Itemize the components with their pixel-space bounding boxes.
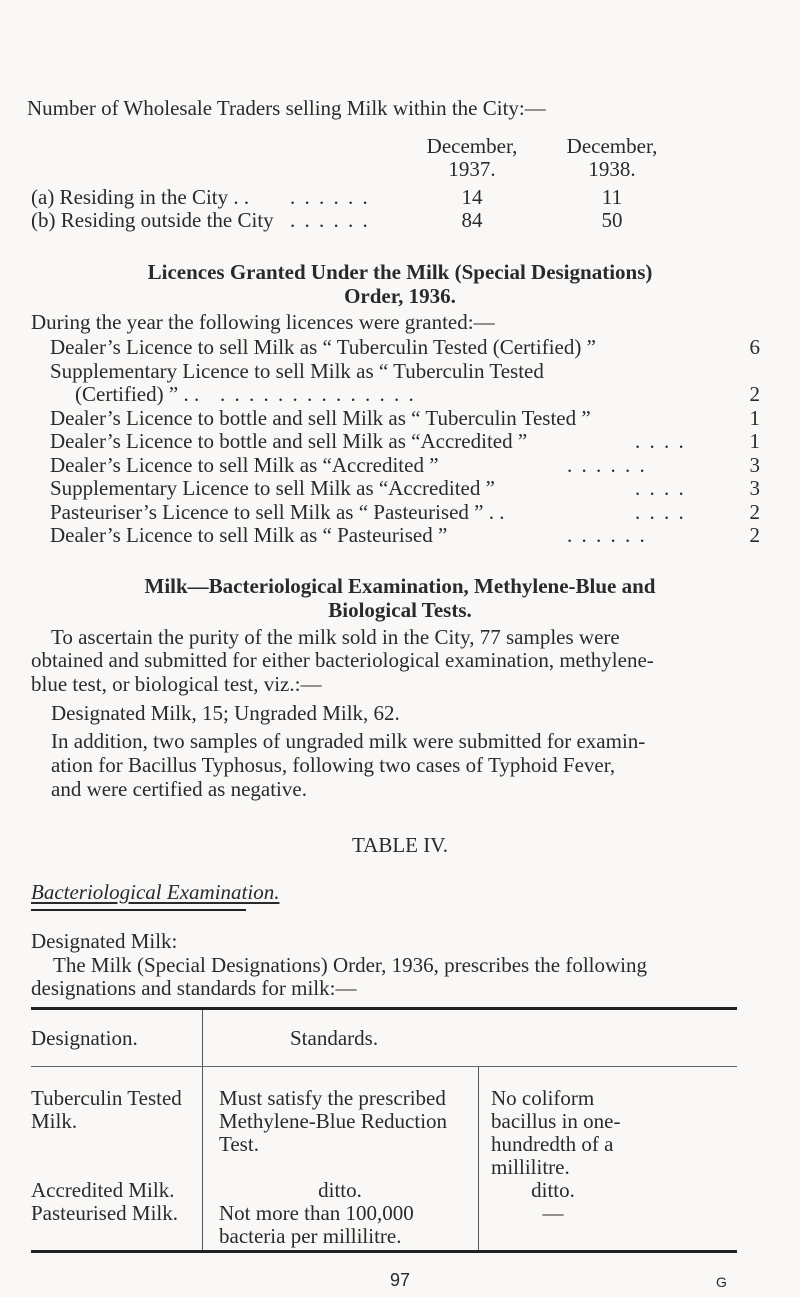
table-intro-line: The Milk (Special Designations) Order, 1936, prescribes the following	[53, 953, 648, 977]
purity-paragraph-line: To ascertain the purity of the milk sold in the City, 77 samples were	[51, 625, 620, 649]
header-rule	[31, 1066, 737, 1067]
licence-item-dots: . . . . . .	[567, 453, 647, 477]
licence-item-value: 3	[749, 453, 760, 477]
row-standard-primary: Test.	[219, 1132, 259, 1156]
traders-row-b-1937: 84	[461, 208, 483, 232]
licence-item-text: Dealer’s Licence to bottle and sell Milk as “Accredited ”	[50, 429, 528, 453]
licence-item-dots: . . . .	[635, 429, 686, 453]
licence-item-dots: . . . . . . . . . . . . . .	[220, 382, 416, 406]
row-designation: Milk.	[31, 1109, 78, 1133]
page-number: 97	[389, 1270, 411, 1290]
licence-item-text: (Certified) ” . .	[75, 382, 200, 406]
licence-item-value: 2	[749, 523, 760, 547]
licence-item-text: Dealer’s Licence to sell Milk as “ Pasteurised ”	[50, 523, 448, 547]
table-top-rule	[31, 1007, 737, 1010]
licence-item-text: Supplementary Licence to sell Milk as “Accredited ”	[50, 476, 495, 500]
row-standard-secondary: millilitre.	[491, 1155, 570, 1179]
row-standard-primary: Not more than 100,000	[219, 1201, 414, 1225]
table-title: TABLE IV.	[352, 833, 448, 857]
licence-item-value: 6	[749, 335, 760, 359]
row-standard-secondary: bacillus in one-	[491, 1109, 621, 1133]
traders-row-b-1938: 50	[601, 208, 623, 232]
licence-item-dots: . . . .	[635, 476, 686, 500]
row-standard-secondary: No coliform	[491, 1086, 595, 1110]
col-1938-header-b: 1938.	[588, 157, 636, 181]
bacteriological-title-line2: Biological Tests.	[328, 598, 472, 622]
table-subtitle: Bacteriological Examination.	[31, 880, 280, 904]
row-designation: Pasteurised Milk.	[31, 1201, 178, 1225]
row-standard-primary: Methylene-Blue Reduction	[219, 1109, 448, 1133]
designated-ungraded-counts: Designated Milk, 15; Ungraded Milk, 62.	[51, 701, 400, 725]
purity-paragraph-line: blue test, or biological test, viz.:—	[31, 672, 322, 696]
header-standards: Standards.	[290, 1026, 379, 1050]
table-divider-1	[202, 1010, 203, 1250]
table-intro-line: designations and standards for milk:—	[31, 976, 357, 1000]
licence-item-value: 1	[749, 429, 760, 453]
row-standard-primary: Must satisfy the prescribed	[219, 1086, 446, 1110]
traders-row-b-label: (b) Residing outside the City	[31, 208, 274, 232]
row-standard-secondary: ditto.	[531, 1178, 575, 1202]
licence-item-text: Dealer’s Licence to bottle and sell Milk as “ Tuberculin Tested ”	[50, 406, 591, 430]
licence-item-dots: . . . .	[635, 500, 686, 524]
licence-item-value: 1	[749, 406, 760, 430]
traders-heading: Number of Wholesale Traders selling Milk within the City:—	[27, 96, 546, 120]
traders-row-a-1938: 11	[601, 185, 623, 209]
licences-intro: During the year the following licences were granted:—	[31, 310, 495, 334]
traders-row-a-1937: 14	[461, 185, 483, 209]
traders-row-a-dots: . . . . . .	[290, 185, 370, 209]
col-1937-header-a: December,	[426, 134, 518, 158]
licence-item-value: 3	[749, 476, 760, 500]
traders-row-a-label: (a) Residing in the City . .	[31, 185, 250, 209]
licence-item-text: Dealer’s Licence to sell Milk as “ Tuberculin Tested (Certified) ”	[50, 335, 596, 359]
typhosus-paragraph-line: ation for Bacillus Typhosus, following two cases of Typhoid Fever,	[51, 753, 616, 777]
typhosus-paragraph-line: In addition, two samples of ungraded milk were submitted for examin-	[51, 729, 646, 753]
bacteriological-title-line1: Milk—Bacteriological Examination, Methylene-Blue and	[144, 574, 656, 598]
licence-item-text: Pasteuriser’s Licence to sell Milk as “ Pasteurised ” . .	[50, 500, 505, 524]
row-designation: Tuberculin Tested	[31, 1086, 182, 1110]
signature-mark: G	[716, 1274, 727, 1290]
traders-row-b-dots: . . . . . .	[290, 208, 370, 232]
row-standard-secondary: hundredth of a	[491, 1132, 614, 1156]
licences-title-line1: Licences Granted Under the Milk (Special Designations)	[147, 260, 653, 284]
header-designation: Designation.	[31, 1026, 138, 1050]
licences-title-line2: Order, 1936.	[344, 284, 456, 308]
row-standard-secondary: —	[542, 1201, 564, 1225]
designated-milk-label: Designated Milk:	[31, 929, 178, 953]
typhosus-paragraph-line: and were certified as negative.	[51, 777, 307, 801]
licence-item-dots: . . . . . .	[567, 523, 647, 547]
col-1937-header-b: 1937.	[448, 157, 496, 181]
licence-item-text: Dealer’s Licence to sell Milk as “Accredited ”	[50, 453, 439, 477]
purity-paragraph-line: obtained and submitted for either bacteriological examination, methylene-	[31, 648, 654, 672]
row-standard-primary: ditto.	[318, 1178, 362, 1202]
licence-item-value: 2	[749, 382, 760, 406]
col-1938-header-a: December,	[566, 134, 658, 158]
table-bottom-rule	[31, 1250, 737, 1253]
licence-item-text: Supplementary Licence to sell Milk as “ Tuberculin Tested	[50, 359, 544, 383]
row-designation: Accredited Milk.	[31, 1178, 175, 1202]
licence-item-value: 2	[749, 500, 760, 524]
row-standard-primary: bacteria per millilitre.	[219, 1224, 402, 1248]
subtitle-rule	[31, 909, 246, 911]
